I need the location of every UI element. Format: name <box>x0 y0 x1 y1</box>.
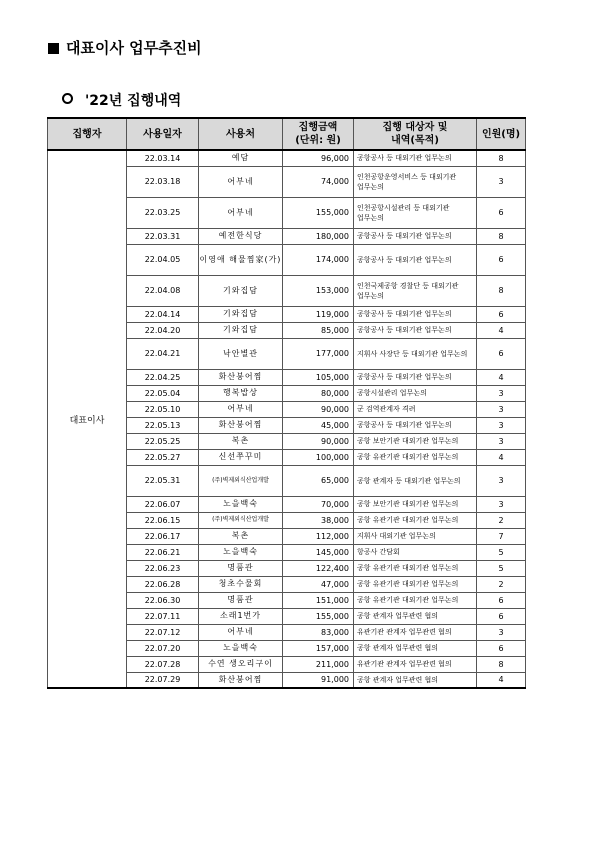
place-cell: 기와집담 <box>199 306 283 322</box>
date-cell: 22.06.28 <box>127 576 199 592</box>
count-cell: 3 <box>477 385 526 401</box>
amount-cell: 119,000 <box>283 306 354 322</box>
place-cell: 화산붕어찜 <box>199 417 283 433</box>
place-cell: 청초수물회 <box>199 576 283 592</box>
purpose-cell: 공항시설관리 업무논의 <box>354 385 477 401</box>
count-cell: 6 <box>477 592 526 608</box>
purpose-cell: 공항 유관기관 대외기관 업무논의 <box>354 592 477 608</box>
purpose-cell: 공항공사 등 대외기관 업무논의 <box>354 306 477 322</box>
date-cell: 22.03.18 <box>127 166 199 197</box>
place-cell: 노을백숙 <box>199 544 283 560</box>
amount-cell: 85,000 <box>283 322 354 338</box>
header-target <box>354 118 477 150</box>
count-cell: 3 <box>477 166 526 197</box>
count-cell: 6 <box>477 338 526 369</box>
purpose-cell: 유관기관 관계자 업무관련 협의 <box>354 624 477 640</box>
date-cell: 22.05.13 <box>127 417 199 433</box>
purpose-cell: 공항공사 등 대외기관 업무논의 <box>354 322 477 338</box>
count-cell: 3 <box>477 401 526 417</box>
count-cell: 6 <box>477 244 526 275</box>
amount-cell: 155,000 <box>283 197 354 228</box>
place-cell: 수연 생오리구이 <box>199 656 283 672</box>
count-cell: 5 <box>477 560 526 576</box>
date-cell: 22.03.14 <box>127 150 199 166</box>
purpose-cell: 공항공사 등 대외기관 업무논의 <box>354 417 477 433</box>
count-cell: 6 <box>477 197 526 228</box>
amount-cell: 122,400 <box>283 560 354 576</box>
amount-cell: 65,000 <box>283 465 354 496</box>
count-cell: 2 <box>477 512 526 528</box>
purpose-cell: 공항 유관기관 대외기관 업무논의 <box>354 512 477 528</box>
place-cell: 예전한식당 <box>199 228 283 244</box>
header-target-line1: 집행 대상자 및 <box>382 122 448 133</box>
place-cell: 복촌 <box>199 433 283 449</box>
amount-cell: 177,000 <box>283 338 354 369</box>
date-cell: 22.05.27 <box>127 449 199 465</box>
date-cell: 22.04.21 <box>127 338 199 369</box>
date-cell: 22.06.15 <box>127 512 199 528</box>
purpose-cell: 공항 관계자 업무관련 협의 <box>354 672 477 688</box>
place-cell: 어부네 <box>199 624 283 640</box>
amount-cell: 145,000 <box>283 544 354 560</box>
header-target-line2: 내역(목적) <box>391 135 439 146</box>
count-cell: 6 <box>477 306 526 322</box>
place-cell: 예담 <box>199 150 283 166</box>
amount-cell: 157,000 <box>283 640 354 656</box>
place-cell: 노을백숙 <box>199 496 283 512</box>
place-cell: 신선쭈꾸미 <box>199 449 283 465</box>
amount-cell: 180,000 <box>283 228 354 244</box>
place-cell: 이영애 해물찜家(가) <box>199 244 283 275</box>
amount-cell: 47,000 <box>283 576 354 592</box>
date-cell: 22.06.30 <box>127 592 199 608</box>
table-header-row <box>48 118 526 150</box>
amount-cell: 38,000 <box>283 512 354 528</box>
place-cell: 행복밥상 <box>199 385 283 401</box>
place-cell: 화산붕어찜 <box>199 672 283 688</box>
count-cell: 4 <box>477 672 526 688</box>
date-cell: 22.03.31 <box>127 228 199 244</box>
date-cell: 22.06.07 <box>127 496 199 512</box>
circle-bullet-icon <box>62 93 73 104</box>
count-cell: 4 <box>477 322 526 338</box>
count-cell: 5 <box>477 544 526 560</box>
section-subtitle <box>62 90 181 110</box>
page-title <box>48 37 202 58</box>
purpose-cell: 공항공사 등 대외기관 업무논의 <box>354 244 477 275</box>
date-cell: 22.06.23 <box>127 560 199 576</box>
place-cell: (주)벽제외식산업개발 <box>199 512 283 528</box>
table-body <box>48 150 526 688</box>
place-cell: 낙안별관 <box>199 338 283 369</box>
place-cell: 기와집담 <box>199 275 283 306</box>
purpose-cell: 공항 보안기관 대외기관 업무논의 <box>354 433 477 449</box>
purpose-cell: 공항 관계자 업무관련 협의 <box>354 608 477 624</box>
date-cell: 22.07.29 <box>127 672 199 688</box>
amount-cell: 174,000 <box>283 244 354 275</box>
amount-cell: 155,000 <box>283 608 354 624</box>
square-bullet-icon <box>48 43 59 54</box>
executor-cell: 대표이사 <box>48 150 127 688</box>
date-cell: 22.05.10 <box>127 401 199 417</box>
amount-cell: 91,000 <box>283 672 354 688</box>
count-cell: 8 <box>477 275 526 306</box>
purpose-cell: 공항 관계자 업무관련 협의 <box>354 640 477 656</box>
purpose-cell: 공항공사 등 대외기관 업무논의 <box>354 150 477 166</box>
purpose-cell: 인천공항운영서비스 등 대외기관 업무논의 <box>354 166 477 197</box>
section-subtitle-text: '22년 집행내역 <box>85 93 182 109</box>
amount-cell: 74,000 <box>283 166 354 197</box>
date-cell: 22.06.21 <box>127 544 199 560</box>
date-cell: 22.04.25 <box>127 369 199 385</box>
amount-cell: 211,000 <box>283 656 354 672</box>
amount-cell: 83,000 <box>283 624 354 640</box>
amount-cell: 90,000 <box>283 433 354 449</box>
purpose-cell: 공항공사 등 대외기관 업무논의 <box>354 369 477 385</box>
date-cell: 22.04.05 <box>127 244 199 275</box>
place-cell: 어부네 <box>199 166 283 197</box>
count-cell: 4 <box>477 369 526 385</box>
count-cell: 8 <box>477 656 526 672</box>
amount-cell: 153,000 <box>283 275 354 306</box>
purpose-cell: 공항 유관기관 대외기관 업무논의 <box>354 449 477 465</box>
place-cell: 명품관 <box>199 592 283 608</box>
place-cell: (주)벽제외식산업개발 <box>199 465 283 496</box>
place-cell: 명품관 <box>199 560 283 576</box>
purpose-cell: 공항 유관기관 대외기관 업무논의 <box>354 576 477 592</box>
header-executor: 집행자 <box>48 118 127 150</box>
page-title-text: 대표이사 업무추진비 <box>66 39 202 57</box>
date-cell: 22.05.31 <box>127 465 199 496</box>
place-cell: 소래1번가 <box>199 608 283 624</box>
date-cell: 22.04.14 <box>127 306 199 322</box>
place-cell: 어부네 <box>199 401 283 417</box>
date-cell: 22.05.25 <box>127 433 199 449</box>
header-amount <box>283 118 354 150</box>
purpose-cell: 항공사 간담회 <box>354 544 477 560</box>
count-cell: 8 <box>477 150 526 166</box>
purpose-cell: 공항 보안기관 대외기관 업무논의 <box>354 496 477 512</box>
count-cell: 4 <box>477 449 526 465</box>
place-cell: 노을백숙 <box>199 640 283 656</box>
date-cell: 22.06.17 <box>127 528 199 544</box>
purpose-cell: 인천국제공항 경찰단 등 대외기관 업무논의 <box>354 275 477 306</box>
date-cell: 22.07.20 <box>127 640 199 656</box>
amount-cell: 45,000 <box>283 417 354 433</box>
place-cell: 복촌 <box>199 528 283 544</box>
count-cell: 3 <box>477 465 526 496</box>
date-cell: 22.07.11 <box>127 608 199 624</box>
purpose-cell: 군 검역관계자 격려 <box>354 401 477 417</box>
header-place: 사용처 <box>199 118 283 150</box>
amount-cell: 105,000 <box>283 369 354 385</box>
header-amount-line2: (단위: 원) <box>295 135 341 146</box>
purpose-cell: 공항 유관기관 대외기관 업무논의 <box>354 560 477 576</box>
purpose-cell: 공항 관계자 등 대외기관 업무논의 <box>354 465 477 496</box>
header-date: 사용일자 <box>127 118 199 150</box>
amount-cell: 100,000 <box>283 449 354 465</box>
count-cell: 6 <box>477 640 526 656</box>
amount-cell: 90,000 <box>283 401 354 417</box>
place-cell: 화산붕어찜 <box>199 369 283 385</box>
place-cell: 기와집담 <box>199 322 283 338</box>
purpose-cell: 인천공항시설관리 등 대외기관 업무논의 <box>354 197 477 228</box>
amount-cell: 96,000 <box>283 150 354 166</box>
amount-cell: 80,000 <box>283 385 354 401</box>
date-cell: 22.03.25 <box>127 197 199 228</box>
date-cell: 22.07.28 <box>127 656 199 672</box>
date-cell: 22.07.12 <box>127 624 199 640</box>
date-cell: 22.04.08 <box>127 275 199 306</box>
count-cell: 6 <box>477 608 526 624</box>
table-row <box>48 150 526 166</box>
count-cell: 3 <box>477 417 526 433</box>
count-cell: 2 <box>477 576 526 592</box>
count-cell: 3 <box>477 624 526 640</box>
count-cell: 3 <box>477 496 526 512</box>
header-count: 인원(명) <box>477 118 526 150</box>
place-cell: 어부네 <box>199 197 283 228</box>
purpose-cell: 지휘사 사장단 등 대외기관 업무논의 <box>354 338 477 369</box>
date-cell: 22.05.04 <box>127 385 199 401</box>
count-cell: 8 <box>477 228 526 244</box>
date-cell: 22.04.20 <box>127 322 199 338</box>
amount-cell: 151,000 <box>283 592 354 608</box>
count-cell: 7 <box>477 528 526 544</box>
purpose-cell: 공항공사 등 대외기관 업무논의 <box>354 228 477 244</box>
amount-cell: 70,000 <box>283 496 354 512</box>
count-cell: 3 <box>477 433 526 449</box>
purpose-cell: 유관기관 관계자 업무관련 협의 <box>354 656 477 672</box>
header-amount-line1: 집행금액 <box>298 122 338 133</box>
amount-cell: 112,000 <box>283 528 354 544</box>
expense-table <box>47 117 526 689</box>
purpose-cell: 지휘사 대외기관 업무논의 <box>354 528 477 544</box>
